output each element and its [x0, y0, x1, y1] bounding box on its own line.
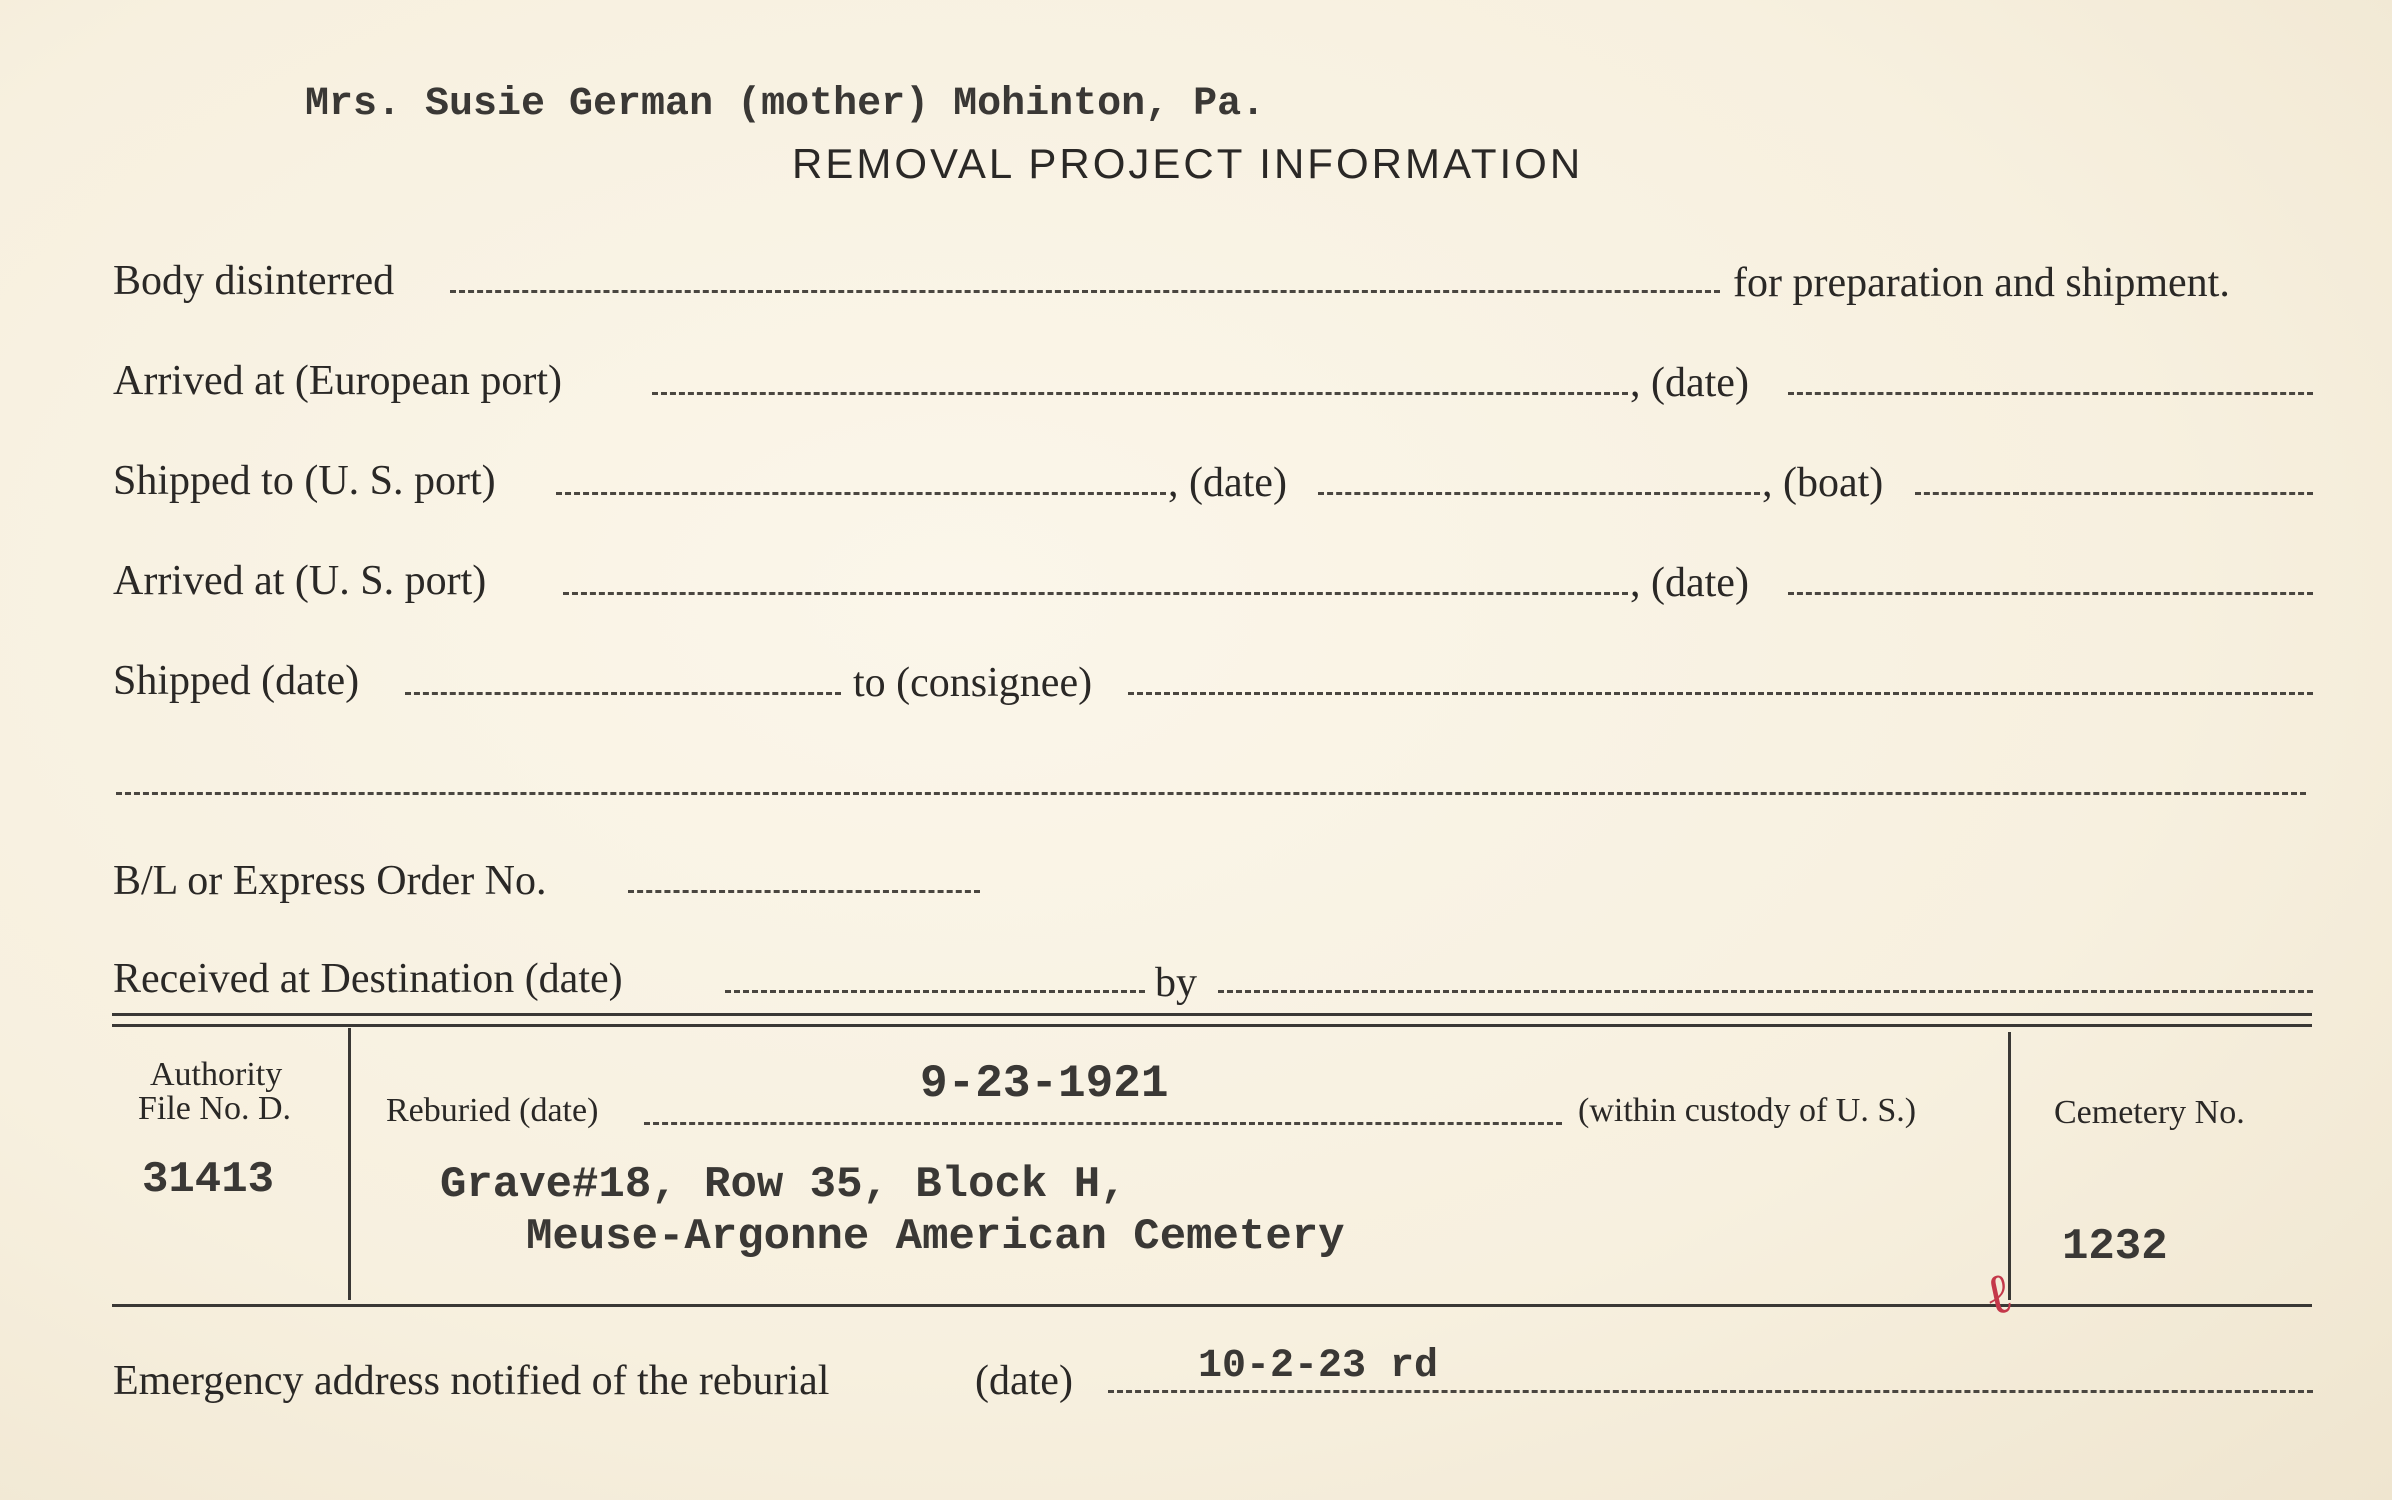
reburied-date-value: 9-23-1921: [920, 1058, 1169, 1110]
box-divider-left: [348, 1028, 351, 1300]
preparation-shipment-label: for preparation and shipment.: [1733, 260, 2230, 306]
to-consignee-label: to (consignee): [853, 660, 1093, 706]
authority-label: Authority: [150, 1056, 283, 1093]
box-top-rule-2: [112, 1024, 2312, 1027]
boat-line[interactable]: [1915, 492, 2313, 495]
box-bottom-rule: [112, 1304, 2312, 1307]
typed-addressee: Mrs. Susie German (mother) Mohinton, Pa.: [305, 82, 1266, 127]
emergency-address-label: Emergency address notified of the reburial: [113, 1358, 830, 1404]
arrived-us-port-label: Arrived at (U. S. port): [113, 558, 487, 604]
grave-location-line-2: Meuse-Argonne American Cemetery: [526, 1212, 1345, 1262]
box-top-rule-1: [112, 1013, 2312, 1016]
european-port-line[interactable]: [652, 392, 1628, 395]
us-port-line[interactable]: [556, 492, 1166, 495]
bl-express-order-line[interactable]: [628, 890, 980, 893]
red-check-mark: ℓ: [1978, 1259, 2019, 1330]
shipped-to-us-port-label: Shipped to (U. S. port): [113, 458, 496, 504]
body-disinterred-line[interactable]: [450, 290, 1720, 293]
body-disinterred-label: Body disinterred: [113, 258, 395, 304]
arrived-us-date-line[interactable]: [1788, 592, 2313, 595]
received-by-line[interactable]: [1218, 990, 2313, 993]
arrived-us-port-line[interactable]: [563, 592, 1628, 595]
shipped-date-line[interactable]: [405, 692, 841, 695]
emergency-date-line[interactable]: [1108, 1390, 2313, 1393]
custody-label: (within custody of U. S.): [1578, 1092, 1917, 1129]
reburied-date-label: Reburied (date): [386, 1092, 599, 1129]
by-label: by: [1155, 960, 1197, 1006]
shipped-date-label: Shipped (date): [113, 658, 360, 704]
cemetery-no-label: Cemetery No.: [2054, 1094, 2245, 1131]
box-divider-right: [2008, 1032, 2011, 1300]
authority-file-number: 31413: [142, 1155, 275, 1205]
boat-label: , (boat): [1762, 460, 1884, 506]
date-label-3: , (date): [1630, 560, 1749, 606]
reburied-date-line[interactable]: [644, 1122, 1562, 1125]
received-destination-label: Received at Destination (date): [113, 956, 623, 1002]
consignee-line[interactable]: [1128, 692, 2313, 695]
european-date-line[interactable]: [1788, 392, 2313, 395]
file-no-label: File No. D.: [138, 1090, 291, 1127]
emergency-date-value: 10-2-23 rd: [1198, 1344, 1439, 1389]
form-title: REMOVAL PROJECT INFORMATION: [792, 140, 1584, 187]
grave-location-line-1: Grave#18, Row 35, Block H,: [440, 1160, 1127, 1210]
received-date-line[interactable]: [725, 990, 1145, 993]
ship-date-line[interactable]: [1318, 492, 1760, 495]
consignee-continuation-line[interactable]: [116, 792, 2306, 795]
date-label-2: , (date): [1168, 460, 1287, 506]
emergency-date-label: (date): [975, 1358, 1073, 1404]
cemetery-number: 1232: [2062, 1222, 2168, 1272]
bl-express-order-label: B/L or Express Order No.: [113, 858, 547, 904]
date-label-1: , (date): [1630, 360, 1749, 406]
arrived-european-port-label: Arrived at (European port): [113, 358, 562, 404]
